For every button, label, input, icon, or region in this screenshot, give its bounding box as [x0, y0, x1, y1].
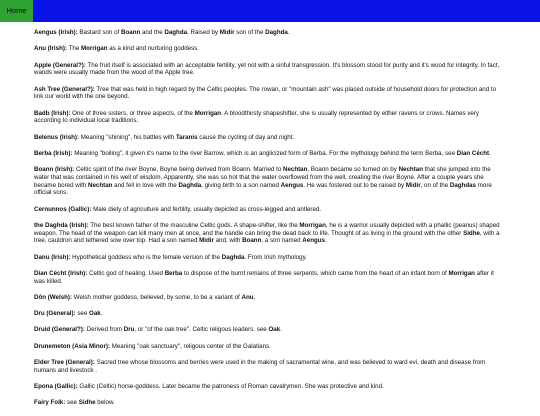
entry-term: Druid (General?): — [34, 326, 85, 334]
entry-term: Cernunnos (Gallic): — [34, 205, 92, 213]
glossary-entry — [34, 383, 506, 391]
glossary-entry — [34, 110, 506, 125]
cross-reference-term: Aengus — [280, 181, 304, 189]
glossary-entry — [34, 310, 506, 318]
entry-text: , on of the — [420, 181, 450, 189]
entry-text: Welsh mother goddess, believed, by some, to be a variant of — [72, 293, 242, 301]
entry-term: Elder Tree (General): — [34, 359, 95, 367]
entry-text: Derived from — [84, 326, 124, 334]
entry-term: Drunemeton (Asia Minor): — [34, 342, 110, 350]
entry-text: . — [253, 293, 256, 301]
entry-term: Epona (Gallic): — [34, 383, 78, 391]
cross-reference-term: Anu — [241, 293, 254, 301]
cross-reference-term: Aengus — [302, 237, 325, 245]
entry-text: The — [67, 45, 81, 53]
cross-reference-term: Nechtan — [398, 166, 423, 174]
cross-reference-term: Midir — [199, 237, 214, 245]
entry-text: . From Irish mythology. — [244, 253, 307, 261]
entry-term: Dian Cécht (Irish): — [34, 269, 88, 277]
entry-text: Celtic god of healing. Used — [87, 269, 165, 277]
entry-text: . A bloodthirsty shapeshifter, she is usually represented by either ravens or crows. Names very according to individual local traditions. — [34, 109, 480, 125]
entry-text: and fell in love with the — [112, 181, 179, 189]
cross-reference-term: Boann — [121, 29, 141, 36]
glossary-entry — [34, 86, 506, 101]
entry-term: Fairy Folk: — [34, 399, 66, 407]
entry-text: , with a tree, cauldron and tethered sow over top. Had a son named — [34, 229, 500, 245]
entry-text: Bastard son of — [77, 29, 122, 36]
glossary-entry — [34, 222, 506, 245]
entry-term: Berba (Irish): — [34, 149, 73, 157]
glossary-entry — [34, 134, 506, 142]
entry-text: , or "of the oak tree". Celtic religous leaders. see — [134, 326, 269, 334]
glossary-entry — [34, 294, 506, 302]
entry-text: Meaning "shining", his battles with — [79, 133, 176, 141]
cross-reference-term: Sidhe — [78, 399, 96, 407]
entry-text: . — [280, 326, 282, 334]
glossary-entry — [34, 359, 506, 374]
cross-reference-term: Midir — [405, 181, 421, 189]
glossary-entry — [34, 62, 506, 77]
entry-text: . — [325, 237, 327, 245]
cross-reference-term: Morrigan — [299, 221, 326, 229]
cross-reference-term: Dian Cécht — [456, 149, 490, 157]
cross-reference-term: Daghda — [265, 29, 288, 36]
cross-reference-term: Morrigan — [81, 45, 108, 53]
entry-text: . He was fostered out to be raised by — [303, 181, 406, 189]
cross-reference-term: Berba — [164, 269, 183, 277]
entry-text: see — [65, 399, 79, 407]
entry-text: . — [287, 29, 290, 36]
cross-reference-term: Daghda — [164, 29, 188, 36]
entry-text: . Raised by — [187, 29, 220, 36]
entry-term: Aengus (Irish): — [34, 29, 78, 36]
entry-text: . Boann became so turned on by — [307, 166, 399, 174]
entry-text: Gallic (Celtic) horse-goddess. Later became the patroness of Roman cavalrymen. She was protective and kind. — [77, 383, 384, 391]
entry-text: to dispose of the burnt remains of three serpents, which came from the heart of an infant born of — [182, 269, 449, 277]
entry-text: Sacred tree whose blossoms and berries were used in the making of sacramental wine, and was believed to ward evi, death and disease from humans and livestock . — [34, 359, 486, 374]
entry-term: Dôn (Welsh): — [34, 293, 73, 301]
cross-reference-term: Nechtan — [282, 166, 308, 174]
entry-text: and the — [140, 29, 165, 36]
entry-text: see — [75, 310, 90, 318]
glossary-entry — [34, 270, 506, 285]
cross-reference-term: Daghdas — [449, 181, 476, 189]
entry-text: Male diety of agriculture and fertility, usually depicted as cross-legged and antlered. — [91, 205, 322, 213]
entry-term: Boann (Irish): — [34, 166, 75, 174]
cross-reference-term: Nechtan — [88, 181, 113, 189]
glossary-entry — [34, 254, 506, 262]
entry-term: Danu (Irish): — [34, 253, 71, 261]
glossary-entry — [34, 326, 506, 334]
cross-reference-term: Sidhe — [463, 229, 480, 237]
cross-reference-term: Taranis — [175, 133, 198, 141]
cross-reference-term: Dru — [123, 326, 135, 334]
entry-term: Belenus (Irish): — [34, 133, 80, 141]
entry-term: Apple (General?): — [34, 61, 86, 69]
glossary-entry — [34, 166, 506, 197]
cross-reference-term: Daghda — [178, 181, 202, 189]
glossary-entry — [34, 29, 506, 37]
entry-text: Meaning "oak sanctuary", religous center of the Galatians. — [109, 342, 271, 350]
cross-reference-term: Morrigan — [448, 269, 475, 277]
cross-reference-term: Midir — [219, 29, 235, 36]
entry-text: as a kind and nurturing goddess. — [107, 45, 199, 53]
glossary-entry — [34, 343, 506, 351]
entry-text: . — [100, 310, 103, 318]
entry-text: Celtic spirit of the river Boyne, Boyne being derived from Boann. Married to — [74, 166, 283, 174]
glossary-entry — [34, 206, 506, 214]
entry-term: Ash Tree (General?): — [34, 85, 95, 93]
entry-text: below. — [95, 399, 115, 407]
entry-term: Badb (Irish): — [34, 109, 71, 117]
top-nav-bar — [0, 0, 540, 22]
entry-text: after it was killed. — [34, 269, 494, 285]
cross-reference-term: Morrigan — [194, 109, 222, 117]
cross-reference-term: Oak — [89, 310, 101, 318]
entry-text: Tree that was held in high regard by the Celtic peoples. The rowan, or "mountain ash" was placed outside of household doors for protection and to link our world with the one beyond. — [34, 85, 497, 101]
glossary-entry — [34, 45, 506, 53]
entry-text: , he is a warrior usually depicted with a phallic (peanus) shaped weapon. The head of the weapon can kill many men at once, and the handle can bring the dead back to life. Thought of as living in the ground with the other — [34, 221, 500, 237]
home-button[interactable]: Home — [0, 0, 33, 22]
glossary-entry — [34, 399, 506, 407]
entry-text: cause the cycling of day and night. — [197, 133, 295, 141]
cross-reference-term: Oak — [268, 326, 281, 334]
entry-text: , giving birth to a son named — [201, 181, 281, 189]
entry-text: . — [489, 149, 491, 157]
entry-text: One of three sisters, or three aspects, of the — [70, 109, 195, 117]
entry-text: Hypothetical goddess who is the female version of the — [70, 253, 222, 261]
entry-term: the Daghda (Irish): — [34, 221, 89, 229]
cross-reference-term: Boann — [242, 237, 262, 245]
entry-text: son of the — [234, 29, 266, 36]
entry-text: and, with — [213, 237, 243, 245]
entry-text: that she jumped into the water that was contained in his well of wisdom. Apparently, she was so hot that the water overflowed from the well, creating the river Boyne. After a couple years she became bored with — [34, 166, 491, 189]
glossary-entry — [34, 150, 506, 158]
entry-text: Meaning "boiling", it given it's name to the river Barrow, which is an anglicized form of Berba. For the mythology behind the term Berba, see — [72, 149, 457, 157]
entry-text: The fruit itself is associated with an acceptable fertility, yet not with a sinful transgression. It's blossom stood for purity and it's wood for integrity. In fact, wands were usually made from the wood of the Apple tree. — [34, 61, 500, 77]
entry-text: more official sons. — [34, 181, 492, 197]
entry-text: The best known father of the masculine Celtic gods. A shape-shifter, like the — [88, 221, 300, 229]
cross-reference-term: Daghda — [221, 253, 245, 261]
entry-term: Dru (General): — [34, 310, 76, 318]
entry-term: Anu (Irish): — [34, 45, 67, 53]
entry-text: , a son named — [261, 237, 303, 245]
glossary-list — [34, 29, 506, 416]
